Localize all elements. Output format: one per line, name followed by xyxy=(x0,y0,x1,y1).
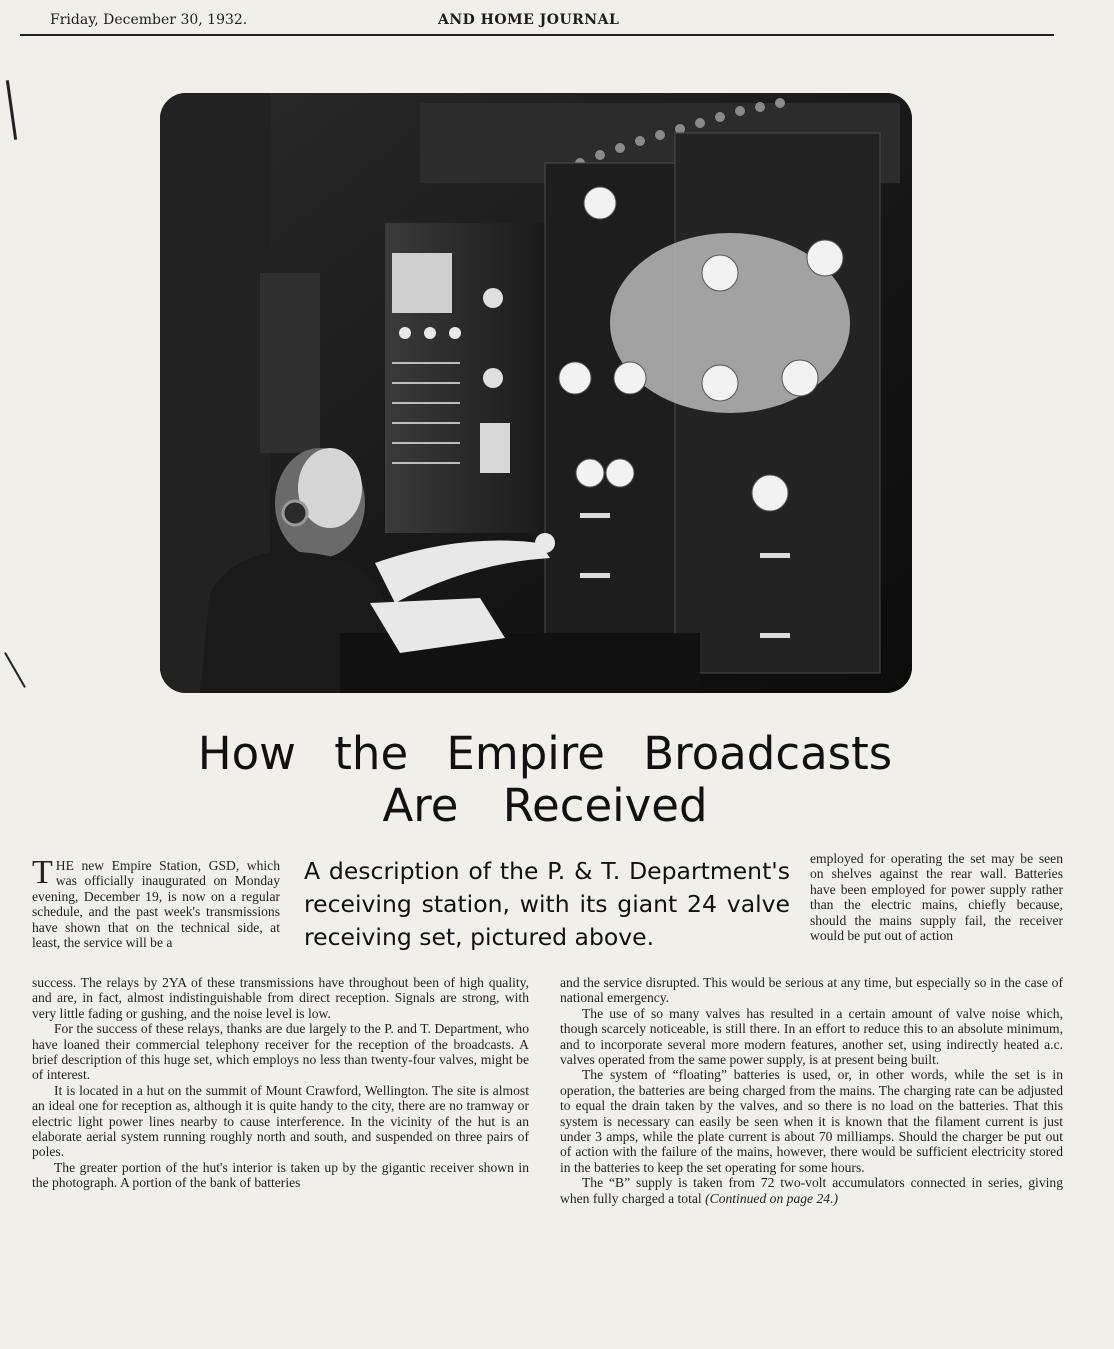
receiver-photograph xyxy=(160,93,912,693)
paragraph-interior: The greater portion of the hut's interior is taken up by the gigantic receiver shown in the photograph. A portion of the bank of batteries xyxy=(32,1159,529,1191)
paragraph-b-supply xyxy=(560,1175,1063,1206)
page-header xyxy=(0,12,1114,36)
photo-illustration xyxy=(160,93,912,693)
batteries-continuation: and the service disrupted. This would be serious at any time, but especially so in the case of national emergency. xyxy=(560,975,1063,1006)
headline xyxy=(150,728,940,832)
left-column xyxy=(32,975,529,1191)
drop-cap: T xyxy=(32,854,53,891)
margin-mark xyxy=(4,652,26,688)
paragraph-valve-noise: The use of so many valves has resulted in a certain amount of valve noise which, though scarcely noticeable, is still there. In an effort to reduce this to an absolute minimum, and to incorporate several more modern features, another set, using indirectly heated a.c. valves operated from the same power supply, is at present being built. xyxy=(560,1005,1063,1068)
right-column-top xyxy=(810,851,1063,943)
paragraph-floating-batteries: The system of “floating” batteries is used, or, in other words, while the set is in operation, the batteries are being charged from the mains. The charging rate can be adjusted to equal the drain taken by the valves, and so there is no load on the batteries. That this system is necessary can easily be seen when it is known that the filament current is just under 3 amps, while the plate current is about 70 milliamps. Should the charger be put out of action with the failure of the mains, however, there would be sufficient electricity stored in the batteries to keep the set operating for some hours. xyxy=(560,1067,1063,1175)
paragraph-location: It is located in a hut on the summit of Mount Crawford, Wellington. The site is almost an ideal one for reception as, although it is quite handy to the city, there are no tramway or electric light power lines nearby to cause interference. In the vicinity of the hut is an elaborate aerial system running roughly north and south, and suspended on three pairs of poles. xyxy=(32,1082,529,1160)
batteries-paragraph-start: employed for operating the set may be seen on shelves against the rear wall. Batteries have been employed for power supply rather than the electric mains, chiefly because, should the mains supply fail, the receiver would be put out of action xyxy=(810,851,1063,944)
margin-mark xyxy=(6,80,17,140)
issue-date: Friday, December 30, 1932. xyxy=(50,12,248,28)
b-supply-text: The “B” supply is taken from 72 two-volt accumulators connected in series, giving when fully charged a total xyxy=(560,1175,1063,1206)
header-rule xyxy=(20,34,1054,36)
lead-text: HE new Empire Station, GSD, which was officially inaugurated on Monday evening, December 19, is now on a regular schedule, and the past week's transmissions have shown that on the technical side, at least, the service will be a xyxy=(32,858,280,951)
headline-line-1: How the Empire Broadcasts xyxy=(197,727,893,780)
continued-note: (Continued on page 24.) xyxy=(705,1190,838,1206)
headline-line-2: Are Received xyxy=(382,779,708,832)
publication-title: AND HOME JOURNAL xyxy=(438,12,620,28)
lead-paragraph xyxy=(32,854,280,951)
subheading-deck: A description of the P. & T. Department's receiving station, with its giant 24 valve receiving set, pictured above. xyxy=(304,857,790,951)
lead-continuation: success. The relays by 2YA of these transmissions have throughout been of high quality, and are, in fact, almost indistinguishable from direct reception. Signals are strong, with very little fading or gushing, and the noise level is low. xyxy=(32,975,529,1021)
right-column xyxy=(560,975,1063,1206)
paragraph-thanks: For the success of these relays, thanks are due largely to the P. and T. Department, who have loaned their commercial telephony receiver for the reception of the broadcasts. A brief description of this huge set, which employs no less than twenty-four valves, might be of interest. xyxy=(32,1021,529,1083)
